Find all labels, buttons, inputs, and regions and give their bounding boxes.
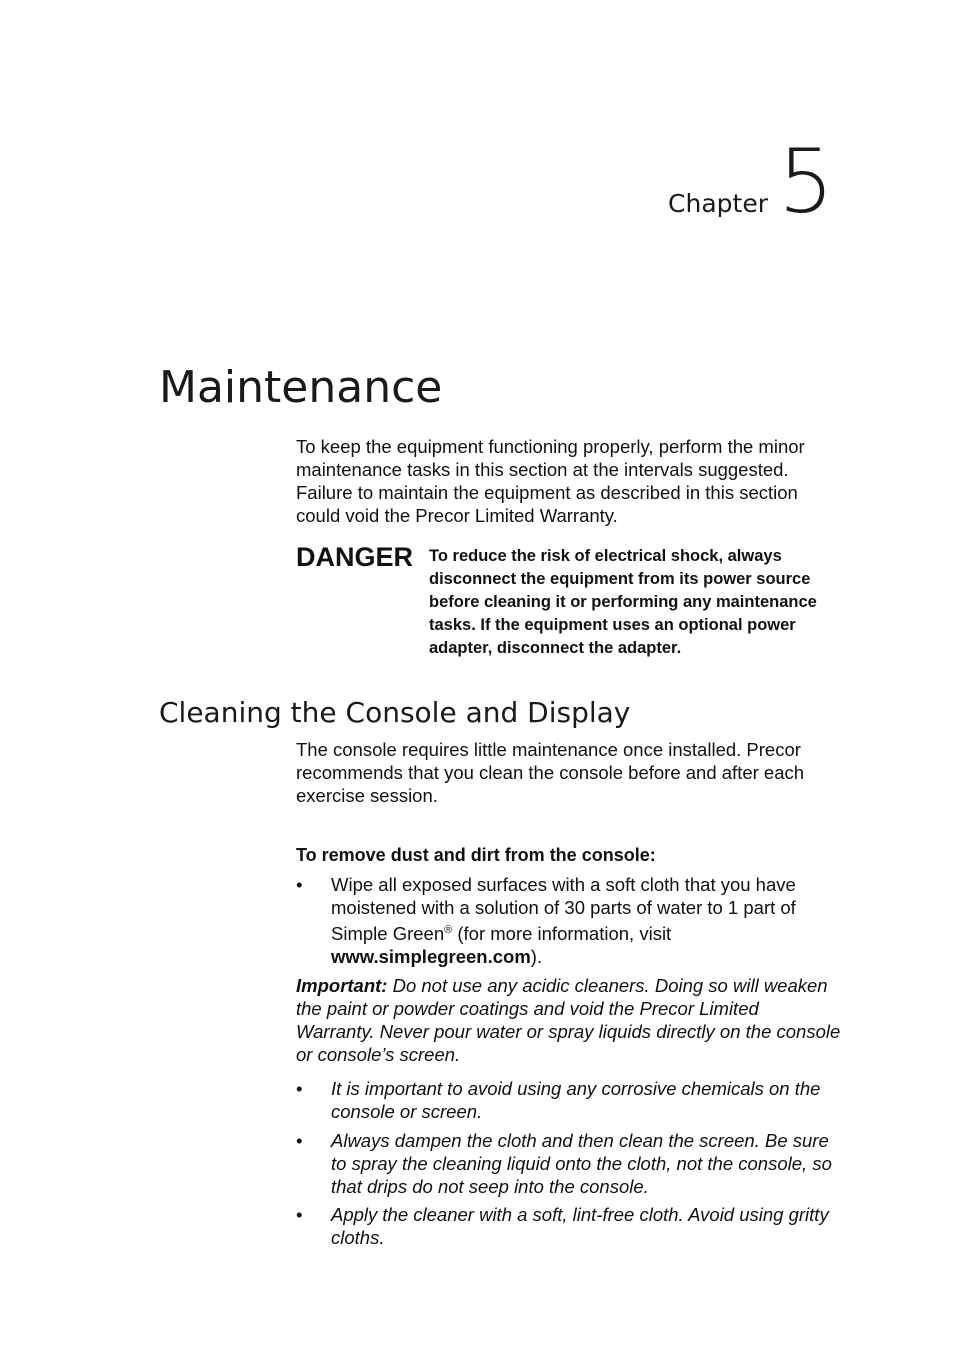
bullet-text-end: ). [530, 946, 543, 968]
intro-block [296, 435, 841, 527]
page-title: Maintenance [159, 362, 443, 413]
bullet-text: Apply the cleaner with a soft, lint-free cloth. Avoid using gritty cloths. [331, 1204, 829, 1249]
bullet-text-mid: (for more information, visit [452, 923, 672, 945]
danger-text: To reduce the risk of electrical shock, always disconnect the equipment from its power source before cleaning it or performing any maintenance tasks. If the equipment uses an optional power adapter, disconnect the adapter. [429, 547, 817, 657]
intro-paragraph: To keep the equipment functioning properly, perform the minor maintenance tasks in this section at the intervals suggested. Failure to maintain the equipment as described in this section could void the Precor Limited Warranty. [296, 436, 805, 526]
important-text: Do not use any acidic cleaners. Doing so will weaken the paint or powder coatings and void the Precor Limited Warranty. Never pour water or spray liquids directly on the console or console’s screen. [296, 975, 841, 1066]
section-intro: The console requires little maintenance once installed. Precor recommends that you clean the console before and after each exercise session. [296, 739, 805, 806]
bullet-icon: • [296, 1204, 303, 1226]
chapter-number: 5 [778, 130, 834, 233]
danger-notice [296, 541, 841, 660]
trademark-symbol: ® [444, 924, 453, 936]
bullet-icon: • [296, 1078, 303, 1100]
list-item [296, 1129, 841, 1198]
list-item [296, 873, 841, 968]
list-item [296, 1077, 841, 1123]
procedure-heading: To remove dust and dirt from the console: [296, 845, 656, 865]
bullet-text: Wipe all exposed surfaces with a soft cloth that you have moistened with a solution of 30 parts of water to 1 part of Simple Green [331, 874, 796, 945]
section-heading: Cleaning the Console and Display [159, 696, 631, 729]
important-label: Important: [296, 975, 388, 997]
bullet-text: Always dampen the cloth and then clean the screen. Be sure to spray the cleaning liquid onto the cloth, not the console, so that drips do not seep into the console. [331, 1130, 832, 1198]
procedure-list [296, 873, 841, 968]
care-list [296, 1077, 841, 1249]
danger-label: DANGER [296, 542, 414, 572]
chapter-marker [668, 130, 834, 233]
website-link[interactable]: www.simplegreen.com [331, 946, 531, 968]
chapter-label: Chapter [668, 189, 768, 218]
bullet-icon: • [296, 874, 303, 895]
bullet-icon: • [296, 1130, 303, 1152]
section-body [296, 738, 841, 1249]
list-item [296, 1203, 841, 1249]
important-note [296, 974, 841, 1066]
bullet-text: It is important to avoid using any corrosive chemicals on the console or screen. [331, 1078, 821, 1123]
